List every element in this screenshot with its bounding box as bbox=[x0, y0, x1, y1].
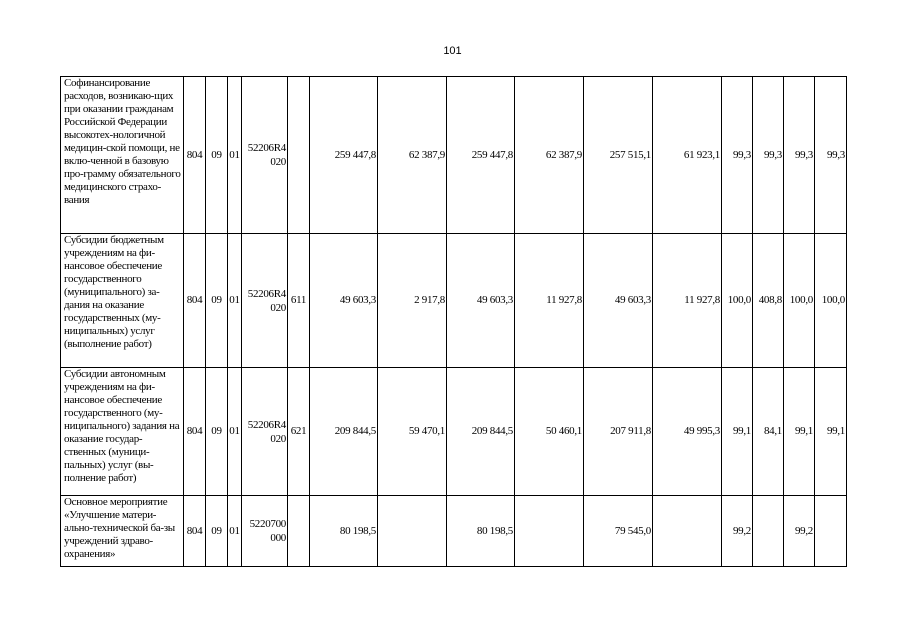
value-cell: 59 470,1 bbox=[378, 368, 447, 496]
csr-code bbox=[242, 496, 288, 567]
value-cell bbox=[653, 496, 722, 567]
ved-code: 804 bbox=[184, 368, 206, 496]
row-name: Софинансирование расходов, возникаю-щих при оказании гражданам Российской Федерации высокотех-нологичной медицин-ской помощи, не вклю-ченной в базовую про-грамму обязательного медицинского страхо-вания bbox=[61, 77, 184, 234]
value-cell: 62 387,9 bbox=[378, 77, 447, 234]
ved-code: 804 bbox=[184, 234, 206, 368]
value-cell bbox=[378, 496, 447, 567]
percent-cell: 84,1 bbox=[753, 368, 784, 496]
percent-cell: 99,1 bbox=[784, 368, 815, 496]
budget-table bbox=[60, 76, 847, 567]
value-cell: 49 603,3 bbox=[584, 234, 653, 368]
vr-code: 621 bbox=[288, 368, 310, 496]
pr-code: 01 bbox=[228, 496, 242, 567]
table-row bbox=[61, 368, 847, 496]
rz-code: 09 bbox=[206, 77, 228, 234]
value-cell: 259 447,8 bbox=[447, 77, 515, 234]
percent-cell: 408,8 bbox=[753, 234, 784, 368]
table-row bbox=[61, 77, 847, 234]
csr-code bbox=[242, 234, 288, 368]
vr-code bbox=[288, 496, 310, 567]
rz-code: 09 bbox=[206, 496, 228, 567]
percent-cell: 99,1 bbox=[815, 368, 847, 496]
table-row bbox=[61, 496, 847, 567]
value-cell: 209 844,5 bbox=[310, 368, 378, 496]
value-cell: 79 545,0 bbox=[584, 496, 653, 567]
csr-code bbox=[242, 77, 288, 234]
value-cell: 49 603,3 bbox=[447, 234, 515, 368]
table-row bbox=[61, 234, 847, 368]
percent-cell: 99,3 bbox=[784, 77, 815, 234]
csr-code-line2: 020 bbox=[270, 301, 286, 314]
percent-cell: 99,3 bbox=[815, 77, 847, 234]
page-number: 101 bbox=[443, 45, 462, 57]
percent-cell bbox=[815, 496, 847, 567]
value-cell bbox=[515, 496, 584, 567]
csr-code-line1: 52206R4 bbox=[247, 287, 286, 300]
value-cell: 207 911,8 bbox=[584, 368, 653, 496]
rz-code: 09 bbox=[206, 368, 228, 496]
value-cell: 259 447,8 bbox=[310, 77, 378, 234]
ved-code: 804 bbox=[184, 77, 206, 234]
percent-cell: 99,2 bbox=[784, 496, 815, 567]
csr-code-line1: 52206R4 bbox=[247, 418, 286, 431]
vr-code bbox=[288, 77, 310, 234]
value-cell: 2 917,8 bbox=[378, 234, 447, 368]
percent-cell: 100,0 bbox=[784, 234, 815, 368]
percent-cell: 99,2 bbox=[722, 496, 753, 567]
csr-code-line2: 000 bbox=[270, 532, 286, 544]
pr-code: 01 bbox=[228, 368, 242, 496]
value-cell: 50 460,1 bbox=[515, 368, 584, 496]
csr-code bbox=[242, 368, 288, 496]
percent-cell: 100,0 bbox=[815, 234, 847, 368]
value-cell: 80 198,5 bbox=[310, 496, 378, 567]
csr-code-line2: 020 bbox=[270, 156, 286, 168]
value-cell: 62 387,9 bbox=[515, 77, 584, 234]
value-cell: 49 995,3 bbox=[653, 368, 722, 496]
csr-code-line1: 52206R4 bbox=[247, 142, 286, 154]
value-cell: 80 198,5 bbox=[447, 496, 515, 567]
rz-code: 09 bbox=[206, 234, 228, 368]
value-cell: 257 515,1 bbox=[584, 77, 653, 234]
percent-cell: 99,3 bbox=[722, 77, 753, 234]
pr-code: 01 bbox=[228, 77, 242, 234]
value-cell: 11 927,8 bbox=[515, 234, 584, 368]
value-cell: 61 923,1 bbox=[653, 77, 722, 234]
row-name: Основное мероприятие «Улучшение матери-ально-технической ба-зы учреждений здраво-охранения» bbox=[61, 496, 184, 567]
value-cell: 49 603,3 bbox=[310, 234, 378, 368]
csr-code-line2: 020 bbox=[270, 432, 286, 445]
pr-code: 01 bbox=[228, 234, 242, 368]
vr-code: 611 bbox=[288, 234, 310, 368]
percent-cell: 100,0 bbox=[722, 234, 753, 368]
row-name: Субсидии бюджетным учреждениям на фи-нансовое обеспечение государственного (муниципального) за-дания на оказание государственных (му-ниципальных) услуг (выполнение работ) bbox=[61, 234, 184, 368]
ved-code: 804 bbox=[184, 496, 206, 567]
percent-cell: 99,3 bbox=[753, 77, 784, 234]
value-cell: 209 844,5 bbox=[447, 368, 515, 496]
value-cell: 11 927,8 bbox=[653, 234, 722, 368]
csr-code-line1: 5220700 bbox=[249, 518, 286, 530]
percent-cell bbox=[753, 496, 784, 567]
row-name: Субсидии автономным учреждениям на фи-нансовое обеспечение государственного (му-ниципального) задания на оказание государ-ственных (муници-пальных) услуг (вы-полнение работ) bbox=[61, 368, 184, 496]
percent-cell: 99,1 bbox=[722, 368, 753, 496]
